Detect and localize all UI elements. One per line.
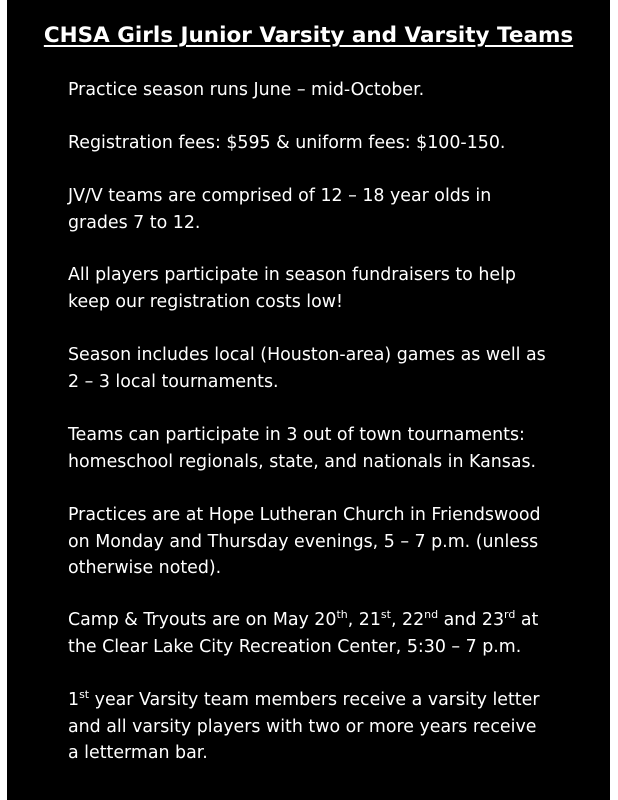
fees-paragraph: [68, 130, 588, 157]
letter-line-2: and all varsity players with two or more years receive: [68, 716, 537, 737]
tournaments-paragraph: [68, 422, 588, 475]
fundraisers-line-1: All players participate in season fundraisers to help: [68, 265, 516, 285]
tournaments-line-2: homeschool regionals, state, and nationals in Kansas.: [68, 451, 537, 472]
tryouts-part-5: at: [515, 610, 539, 630]
letter-num: 1: [68, 690, 80, 710]
ages-line-2: grades 7 to 12.: [68, 212, 201, 233]
tryouts-part-3: , 22: [390, 610, 425, 630]
practices-line-3: otherwise noted).: [68, 558, 222, 578]
fundraisers-paragraph: [68, 262, 588, 315]
tryouts-part-4: and 23: [438, 610, 505, 630]
games-paragraph: [68, 342, 588, 395]
letter-line-1: [68, 687, 588, 714]
tryouts-line-1: [68, 607, 588, 634]
season-text: Practice season runs June – mid-October.: [68, 80, 425, 100]
letter-line-1-rest: year Varsity team members receive a varsity letter: [89, 690, 540, 710]
page-title: CHSA Girls Junior Varsity and Varsity Teams: [43, 23, 574, 48]
practices-line-2: on Monday and Thursday evenings, 5 – 7 p.m. (unless: [68, 531, 539, 552]
games-line-2: 2 – 3 local tournaments.: [68, 371, 279, 392]
fees-text: Registration fees: $595 & uniform fees: $100-150.: [68, 133, 506, 153]
games-line-1: Season includes local (Houston-area) games as well as: [68, 345, 546, 365]
tryouts-sup-1: th: [336, 608, 348, 621]
ages-paragraph: [68, 183, 588, 236]
tryouts-sup-4: rd: [504, 608, 516, 621]
letter-line-3: a letterman bar.: [68, 743, 208, 763]
tryouts-part-2: , 21: [347, 610, 381, 630]
tryouts-paragraph: [68, 607, 588, 660]
practices-line-1: Practices are at Hope Lutheran Church in Friendswood: [68, 505, 541, 525]
practices-paragraph: [68, 502, 588, 582]
letter-sup: st: [79, 688, 90, 701]
tryouts-sup-3: nd: [424, 608, 439, 621]
season-paragraph: [68, 77, 588, 104]
letter-paragraph: [68, 687, 588, 767]
fundraisers-line-2: keep our registration costs low!: [68, 291, 343, 312]
tryouts-sup-2: st: [380, 608, 391, 621]
tournaments-line-1: Teams can participate in 3 out of town tournaments:: [68, 425, 525, 445]
flyer-panel: [7, 0, 610, 800]
ages-line-1: JV/V teams are comprised of 12 – 18 year olds in: [68, 186, 492, 206]
tryouts-line-2: the Clear Lake City Recreation Center, 5:30 – 7 p.m.: [68, 636, 522, 657]
tryouts-prefix: Camp & Tryouts are on May 20: [68, 610, 337, 630]
